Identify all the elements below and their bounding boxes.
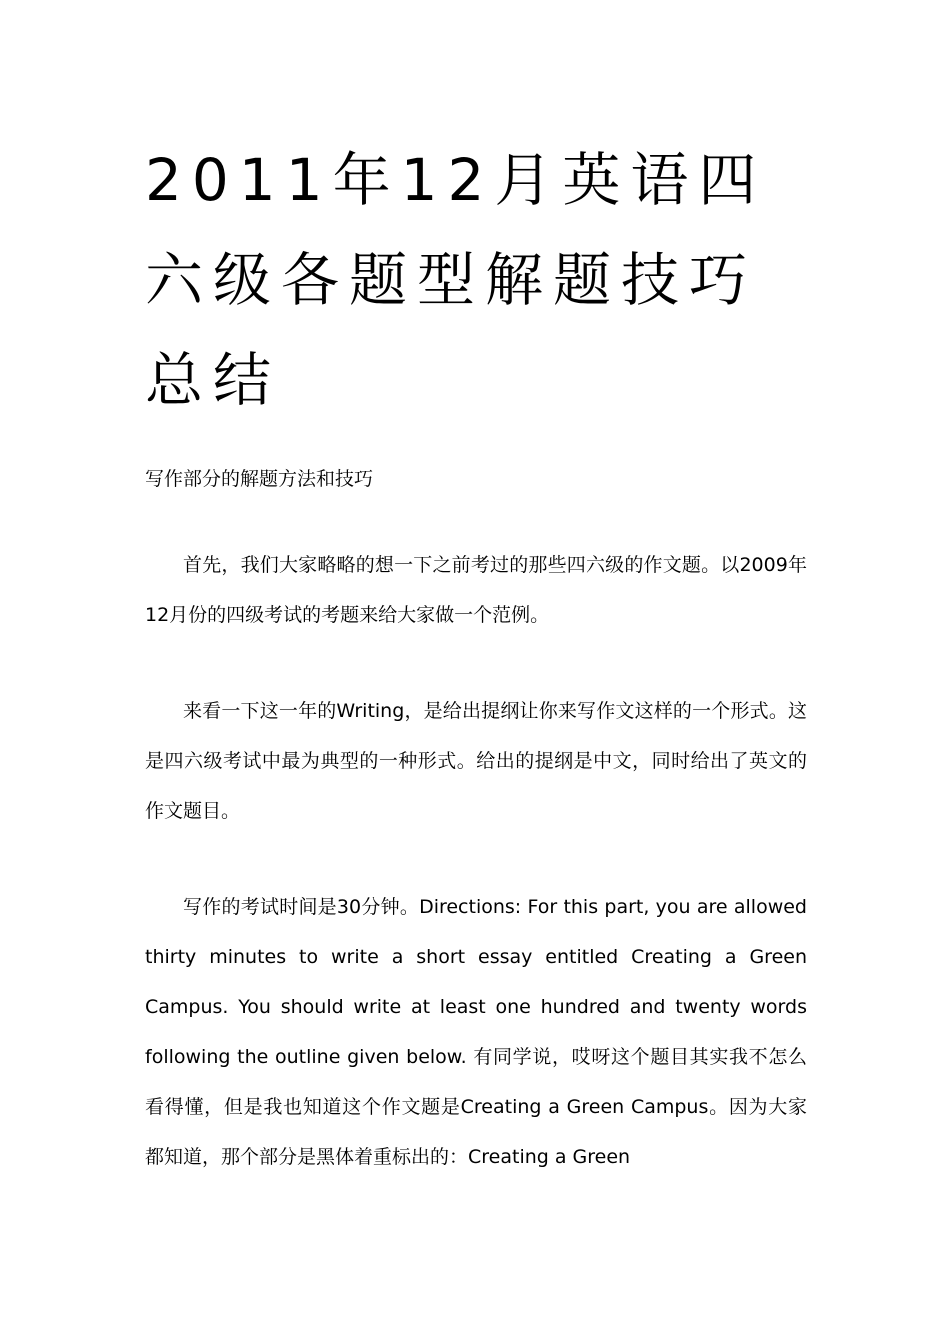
paragraph-intro: 首先，我们大家略略的想一下之前考过的那些四六级的作文题。以2009年12月份的四级考试的考题来给大家做一个范例。 [145,554,807,626]
paragraph-directions: 写作的考试时间是30分钟。Directions: For this part, you are allowed thirty minutes to write a short essay entitled Creating a Green Campus. You should write at least one hundred and twenty words following the outline given below. 有同学说，哎呀这个题目其实我不怎么看得懂，但是我也知道这个作文题是Creating a Green Campus。因为大家都知道，那个部分是黑体着重标出的：Creating a Green [145,896,807,1168]
section-heading: 写作部分的解题方法和技巧 [145,468,374,490]
document-body [145,130,807,1182]
document-title: 2011年12月英语四六级各题型解题技巧总结 [145,146,767,414]
paragraph-writing-format: 来看一下这一年的Writing，是给出提纲让你来写作文这样的一个形式。这是四六级考试中最为典型的一种形式。给出的提纲是中文，同时给出了英文的作文题目。 [145,700,807,822]
